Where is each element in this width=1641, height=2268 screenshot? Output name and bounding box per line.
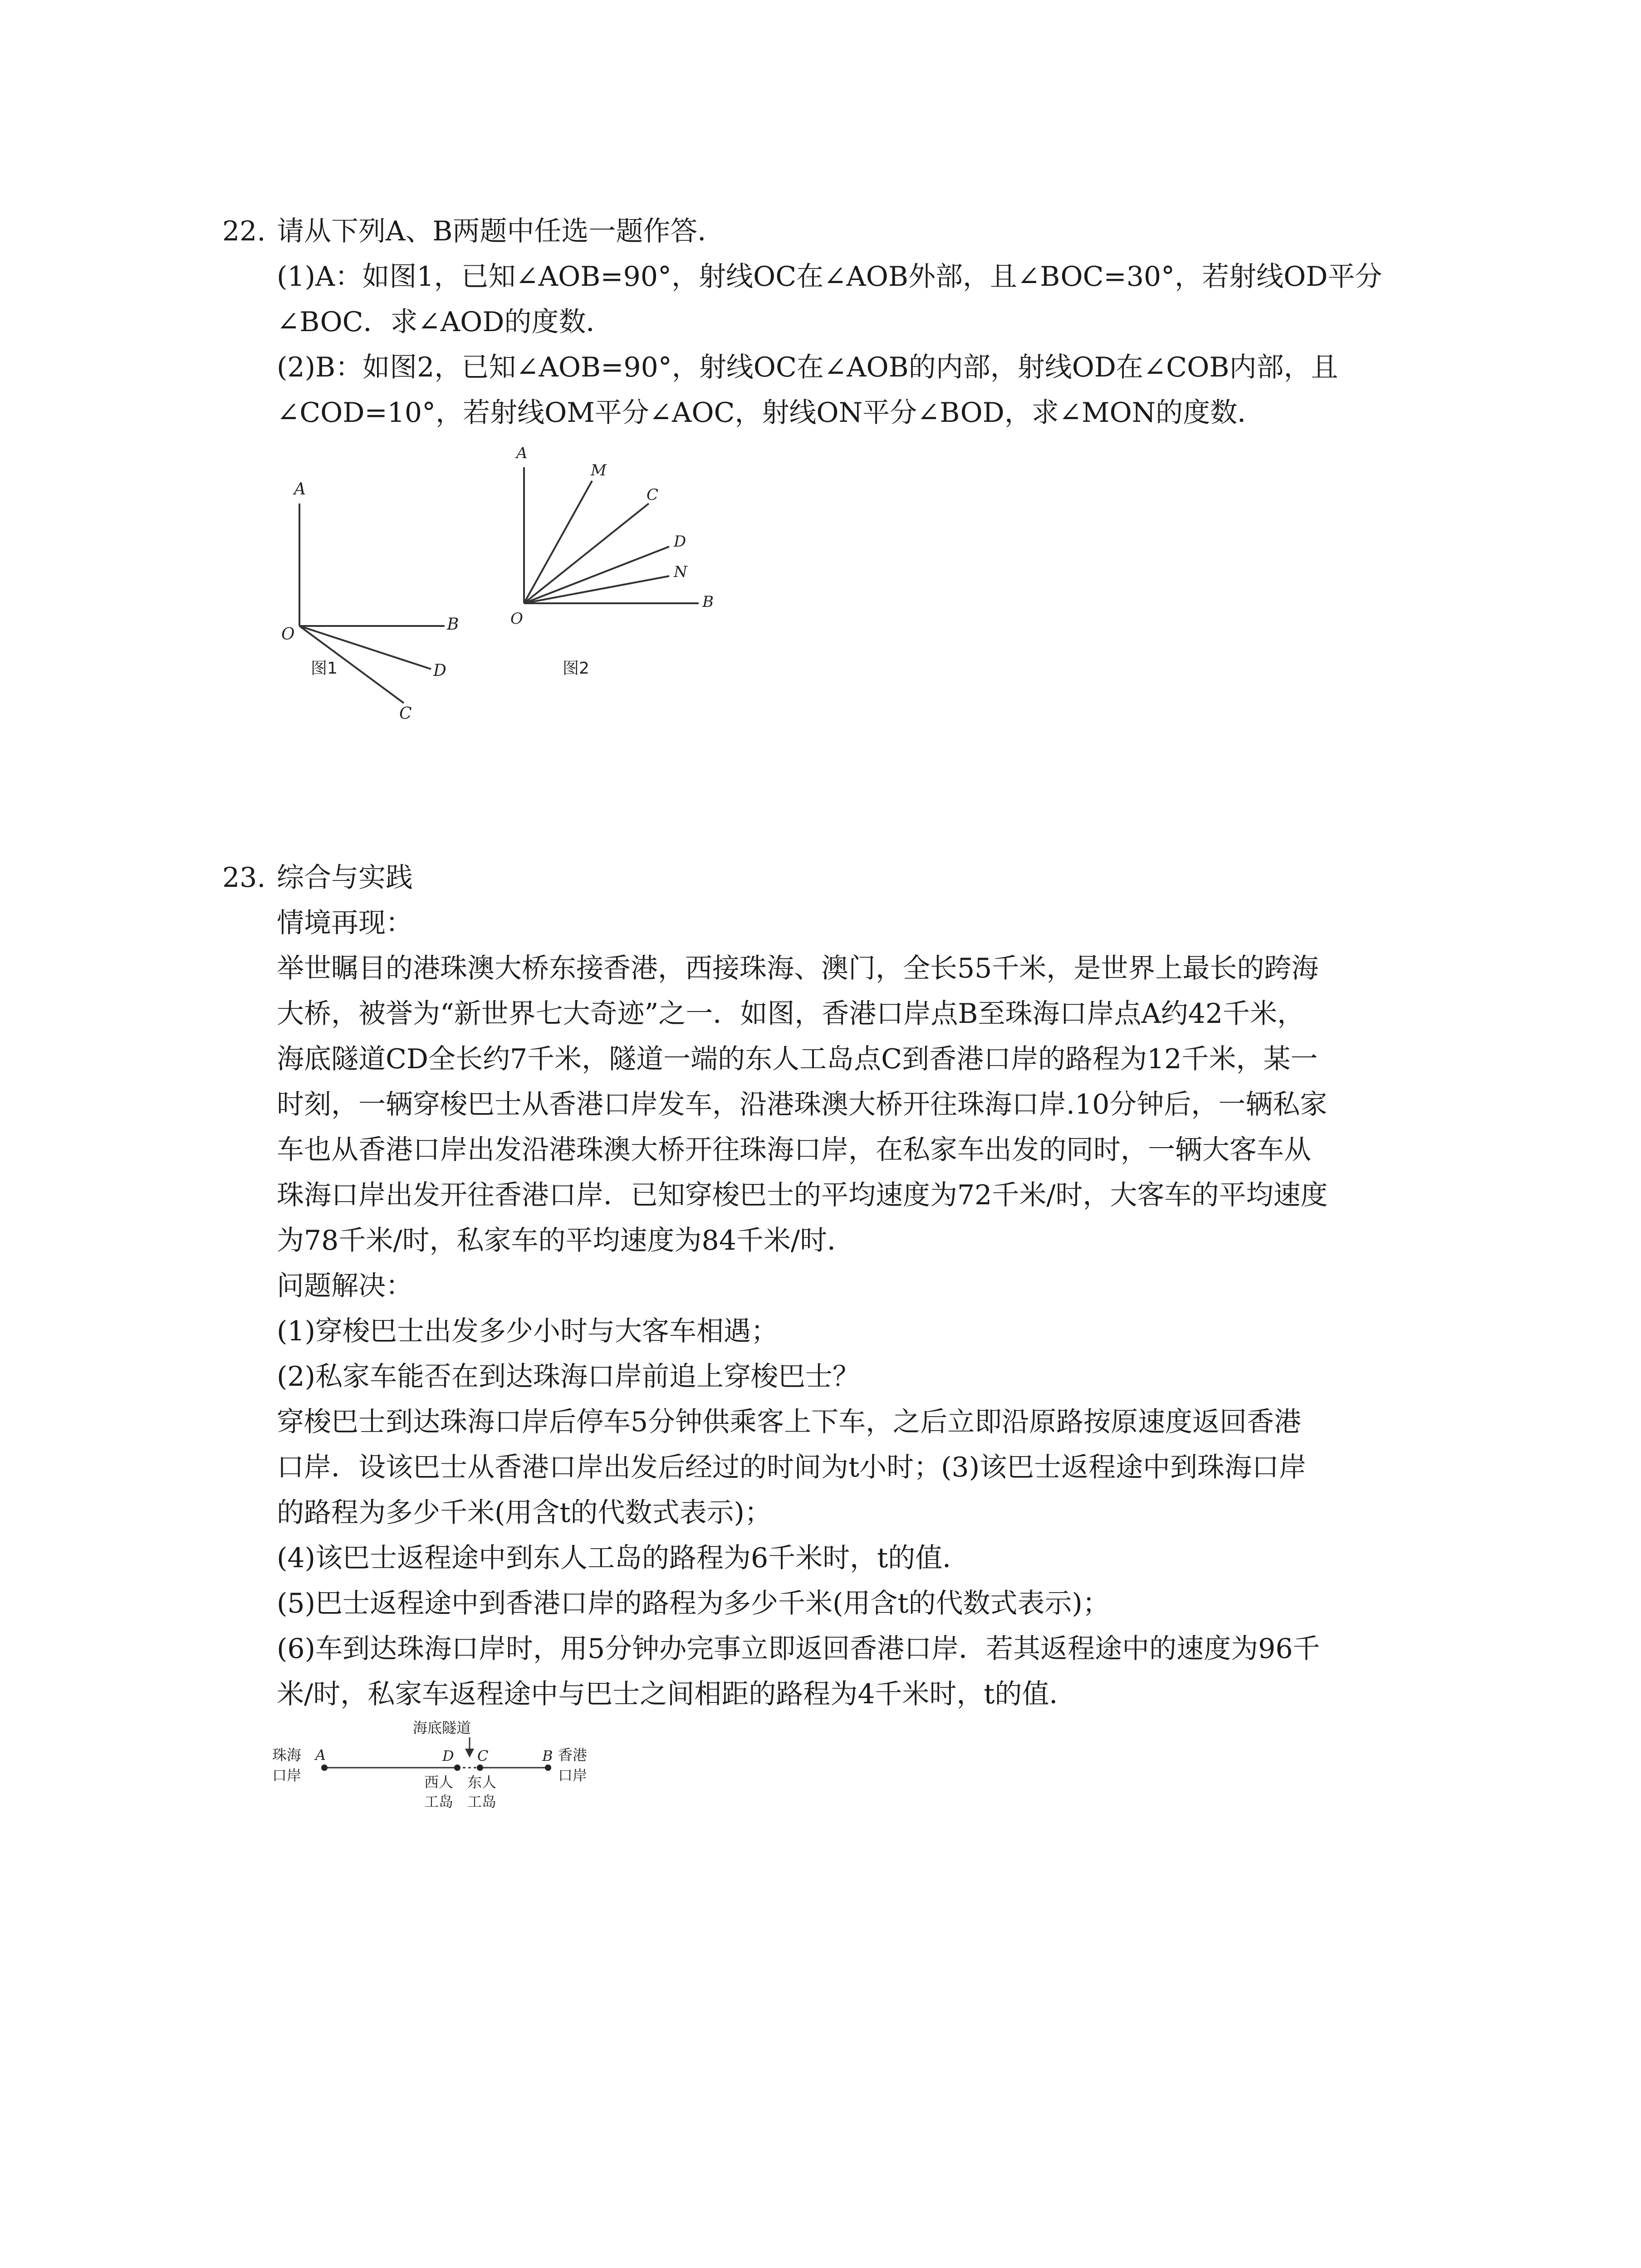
fig2-ray-oc [524, 503, 649, 603]
diagram-point-b [545, 1765, 551, 1771]
q22-b-line1: (2)B：如图2，已知∠AOB=90°，射线OC在∠AOB的内部，射线OD在∠COB内部，且 [277, 352, 1338, 383]
diagram-label-b: B [542, 1747, 553, 1765]
fig2-ray-od [524, 547, 669, 603]
q23-sub-3-line1: 穿梭巴士到达珠海口岸后停车5分钟供乘客上下车，之后立即沿原路按原速度返回香港 [277, 1406, 1302, 1438]
fig2-label-a: A [516, 445, 528, 462]
diagram-arrowhead [465, 1749, 474, 1758]
figure-1 [272, 472, 499, 726]
q22-number: 22. [222, 215, 266, 247]
fig1-label-o: O [281, 625, 295, 644]
q23-number: 23. [222, 862, 266, 894]
q22-a-line2: ∠BOC．求∠AOD的度数． [277, 306, 613, 338]
q23-title: 综合与实践 [277, 862, 413, 894]
q22-a-line1: (1)A：如图1，已知∠AOB=90°，射线OC在∠AOB外部，且∠BOC=30°，若射线OD平分 [277, 261, 1382, 293]
q23-problem-head: 问题解决： [277, 1270, 413, 1302]
q22-b-line2: ∠COD=10°，若射线OM平分∠AOC，射线ON平分∠BOD，求∠MON的度数． [277, 397, 1265, 429]
q23-sub-3-line2: 口岸．设该巴士从香港口岸出发后经过的时间为t小时；(3)该巴士返程途中到珠海口岸 [277, 1452, 1307, 1483]
q23-sub-2: (2)私家车能否在到达珠海口岸前追上穿梭巴士？ [277, 1361, 860, 1393]
fig2-label-d: D [674, 533, 686, 551]
diagram-east-island-2: 工岛 [467, 1793, 497, 1810]
page-number [794, 2266, 833, 2268]
diagram-zhuhai-label-2: 口岸 [272, 1767, 302, 1784]
fig2-ray-om [524, 481, 592, 603]
q23-para-line3: 海底隧道CD全长约7千米，隧道一端的东人工岛点C到香港口岸的路程为12千米，某一 [277, 1043, 1318, 1075]
q23-para-line7: 为78千米/时，私家车的平均速度为84千米/时． [277, 1225, 855, 1256]
diagram-hk-label-2: 口岸 [558, 1767, 588, 1784]
diagram-tunnel-label: 海底隧道 [413, 1719, 471, 1736]
q23-sub-1: (1)穿梭巴士出发多少小时与大客车相遇； [277, 1315, 778, 1347]
q23-sub-4: (4)该巴士返程途中到东人工岛的路程为6千米时，t的值． [277, 1542, 970, 1574]
diagram-point-a [321, 1765, 328, 1771]
fig1-caption: 图1 [311, 659, 338, 678]
q23-para-line5: 车也从香港口岸出发沿港珠澳大桥开往珠海口岸，在私家车出发的同时，一辆大客车从 [277, 1134, 1311, 1166]
q23-sub-6-line2: 米/时，私家车返程途中与巴士之间相距的路程为4千米时，t的值． [277, 1678, 1077, 1710]
fig1-label-a: A [294, 480, 306, 499]
q23-para-line4: 时刻，一辆穿梭巴士从香港口岸发车，沿港珠澳大桥开往珠海口岸.10分钟后，一辆私家 [277, 1089, 1327, 1120]
diagram-point-c [477, 1765, 483, 1771]
fig2-label-b: B [702, 593, 714, 611]
diagram-west-island-2: 工岛 [424, 1793, 454, 1810]
q23-sub-3-line3: 的路程为多少千米(用含t的代数式表示)； [277, 1497, 772, 1529]
diagram-label-d: D [442, 1747, 454, 1765]
bridge-diagram [268, 1717, 612, 1826]
fig2-label-m: M [591, 461, 607, 479]
q23-para-line1: 举世瞩目的港珠澳大桥东接香港，西接珠海、澳门，全长55千米，是世界上最长的跨海 [277, 953, 1319, 984]
fig2-ray-on [524, 576, 669, 603]
fig2-label-n: N [674, 563, 687, 581]
fig1-label-c: C [399, 704, 412, 723]
figure-2 [504, 445, 740, 689]
diagram-label-c: C [477, 1747, 489, 1765]
fig2-label-c: C [647, 486, 659, 504]
fig1-label-b: B [447, 615, 459, 634]
q23-sub-6-line1: (6)车到达珠海口岸时，用5分钟办完事立即返回香港口岸．若其返程途中的速度为96千 [277, 1633, 1320, 1665]
diagram-zhuhai-label-1: 珠海 [272, 1746, 302, 1764]
fig1-label-d: D [433, 661, 446, 680]
diagram-label-a: A [315, 1746, 326, 1764]
q23-subtitle: 情境再现： [277, 907, 413, 939]
q23-sub-5: (5)巴士返程途中到香港口岸的路程为多少千米(用含t的代数式表示)； [277, 1588, 1110, 1619]
diagram-hk-label-1: 香港 [558, 1746, 588, 1764]
diagram-west-island-1: 西人 [424, 1774, 454, 1791]
q22-intro: 请从下列A、B两题中任选一题作答． [277, 215, 725, 247]
fig2-label-o: O [510, 610, 523, 628]
diagram-east-island-1: 东人 [467, 1774, 497, 1791]
diagram-point-d [454, 1765, 460, 1771]
q23-para-line2: 大桥，被誉为“新世界七大奇迹”之一．如图，香港口岸点B至珠海口岸点A约42千米， [277, 998, 1305, 1030]
q23-para-line6: 珠海口岸出发开往香港口岸．已知穿梭巴士的平均速度为72千米/时，大客车的平均速度 [277, 1179, 1328, 1211]
fig2-caption: 图2 [563, 659, 589, 678]
